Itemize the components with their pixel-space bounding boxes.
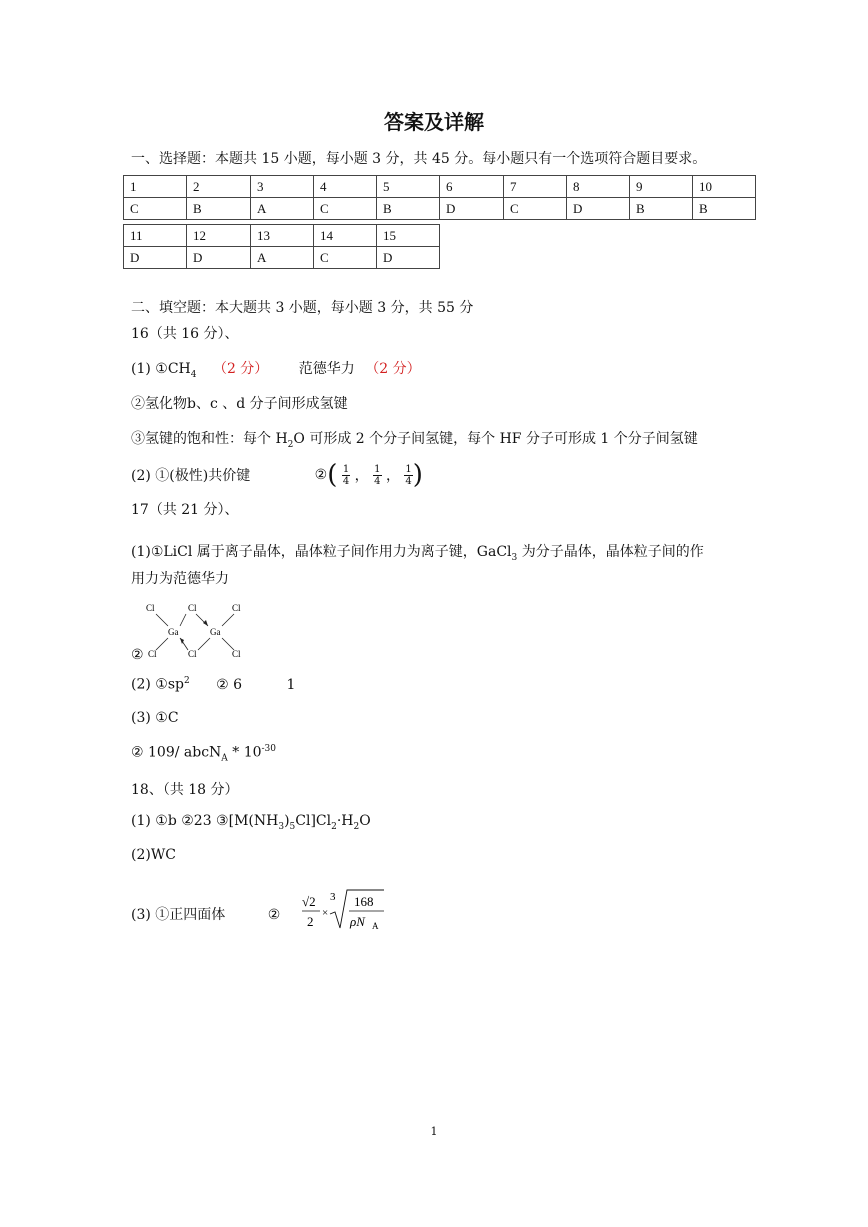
svg-text:2: 2 bbox=[307, 914, 314, 929]
q17-part2: (2) $①sp^2$ ② 6 1 bbox=[131, 676, 296, 693]
answer-cell: 12 bbox=[187, 225, 251, 247]
answer-cell: 3 bbox=[251, 176, 314, 198]
atom-cl: Cl bbox=[146, 603, 155, 613]
q16-part2: (2) ①(极性)共价键 ②( $\frac{1}{4}$ ， $\frac{1}{4}$ ， $\frac{1}{4}$ ) bbox=[131, 460, 423, 490]
q16-line2: ②氢化物b、c 、d 分子间形成氢键 bbox=[131, 396, 348, 412]
q17-part3-formula: ② 109/ abcN$_A$ * $10^{-30}$ bbox=[131, 744, 277, 764]
score-label: （2 分） bbox=[212, 361, 269, 377]
answer-cell: C bbox=[314, 247, 377, 269]
q16-part1: (1) $①CH_4$ （2 分） 范德华力 （2 分） bbox=[131, 361, 421, 380]
answer-cell: 10 bbox=[693, 176, 756, 198]
q17-part3: (3) ①C bbox=[131, 710, 179, 726]
answer-cell: B bbox=[693, 198, 756, 220]
q16-heading: 16（共 16 分）、 bbox=[131, 326, 239, 342]
q17-part1-line1: (1)①LiCl 属于离子晶体，晶体粒子间作用力为离子键，GaCl$_3$ 为分子晶体，晶体粒子间的作 bbox=[131, 544, 704, 563]
score-label: （2 分） bbox=[365, 361, 421, 377]
answer-cell: D bbox=[187, 247, 251, 269]
q18-part3: (3) ①正四面体 ② bbox=[131, 907, 281, 923]
fraction: $\frac{1}{4}$ bbox=[405, 463, 412, 487]
answer-cell: D bbox=[567, 198, 630, 220]
svg-text:×: × bbox=[322, 907, 329, 919]
q16-line3: ③氢键的饱和性：每个 $H_2O$ 可形成 2 个分子间氢键，每个 HF 分子可形成 1 个分子间氢键 bbox=[131, 431, 698, 450]
answer-cell: 7 bbox=[504, 176, 567, 198]
atom-cl: Cl bbox=[188, 649, 197, 659]
svg-text:√2: √2 bbox=[302, 894, 316, 909]
page-number: 1 bbox=[430, 1125, 438, 1138]
svg-text:3: 3 bbox=[330, 891, 336, 903]
answer-cell: D bbox=[440, 198, 504, 220]
atom-cl: Cl bbox=[232, 649, 241, 659]
answer-cell: B bbox=[377, 198, 440, 220]
answer-cell: 8 bbox=[567, 176, 630, 198]
answer-cell: A bbox=[251, 198, 314, 220]
atom-cl: Cl bbox=[148, 649, 157, 659]
answer-cell: B bbox=[630, 198, 693, 220]
answer-cell: D bbox=[124, 247, 187, 269]
answer-cell: 9 bbox=[630, 176, 693, 198]
q18-heading: 18、（共 18 分） bbox=[131, 782, 239, 798]
answer-cell: 14 bbox=[314, 225, 377, 247]
answer-cell: 4 bbox=[314, 176, 377, 198]
q18-formula bbox=[300, 886, 392, 934]
answer-cell: A bbox=[251, 247, 314, 269]
answer-cell: C bbox=[124, 198, 187, 220]
answer-cell: D bbox=[377, 247, 440, 269]
answer-cell: 5 bbox=[377, 176, 440, 198]
atom-ga: Ga bbox=[168, 627, 179, 637]
answer-cell: 2 bbox=[187, 176, 251, 198]
page-title: 答案及详解 bbox=[384, 110, 484, 134]
svg-text:A: A bbox=[372, 921, 379, 931]
svg-text:ρN: ρN bbox=[350, 914, 365, 929]
answer-cell: B bbox=[187, 198, 251, 220]
fraction: $\frac{1}{4}$ bbox=[342, 463, 350, 487]
section1-heading: 一、选择题：本题共 15 小题，每小题 3 分，共 45 分。每小题只有一个选项符合题目要求。 bbox=[131, 151, 707, 167]
ga2cl6-structure-diagram bbox=[140, 600, 252, 664]
answer-cell: 13 bbox=[251, 225, 314, 247]
answer-table-row1 bbox=[123, 175, 756, 220]
q18-part2: (2)WC bbox=[131, 847, 176, 863]
answer-cell: 6 bbox=[440, 176, 504, 198]
q18-part1: (1) ①b ②23 $③[M(NH_3)_5Cl]Cl_2\cdot H_2O$ bbox=[131, 813, 371, 832]
atom-ga: Ga bbox=[210, 627, 221, 637]
answer-cell: 15 bbox=[377, 225, 440, 247]
section2-heading: 二、填空题：本大题共 3 小题，每小题 3 分，共 55 分 bbox=[131, 300, 474, 316]
structure-label: ② bbox=[131, 647, 144, 663]
answer-cell: C bbox=[504, 198, 567, 220]
q17-heading: 17（共 21 分）、 bbox=[131, 502, 239, 518]
answer-cell: 11 bbox=[124, 225, 187, 247]
answer-table-row2 bbox=[123, 224, 440, 269]
svg-text:168: 168 bbox=[354, 894, 374, 909]
q17-part1-line2: 用力为范德华力 bbox=[131, 571, 229, 587]
answer-cell: 1 bbox=[124, 176, 187, 198]
answer-cell: C bbox=[314, 198, 377, 220]
atom-cl: Cl bbox=[232, 603, 241, 613]
fraction: $\frac{1}{4}$ bbox=[374, 463, 381, 487]
atom-cl: Cl bbox=[188, 603, 197, 613]
